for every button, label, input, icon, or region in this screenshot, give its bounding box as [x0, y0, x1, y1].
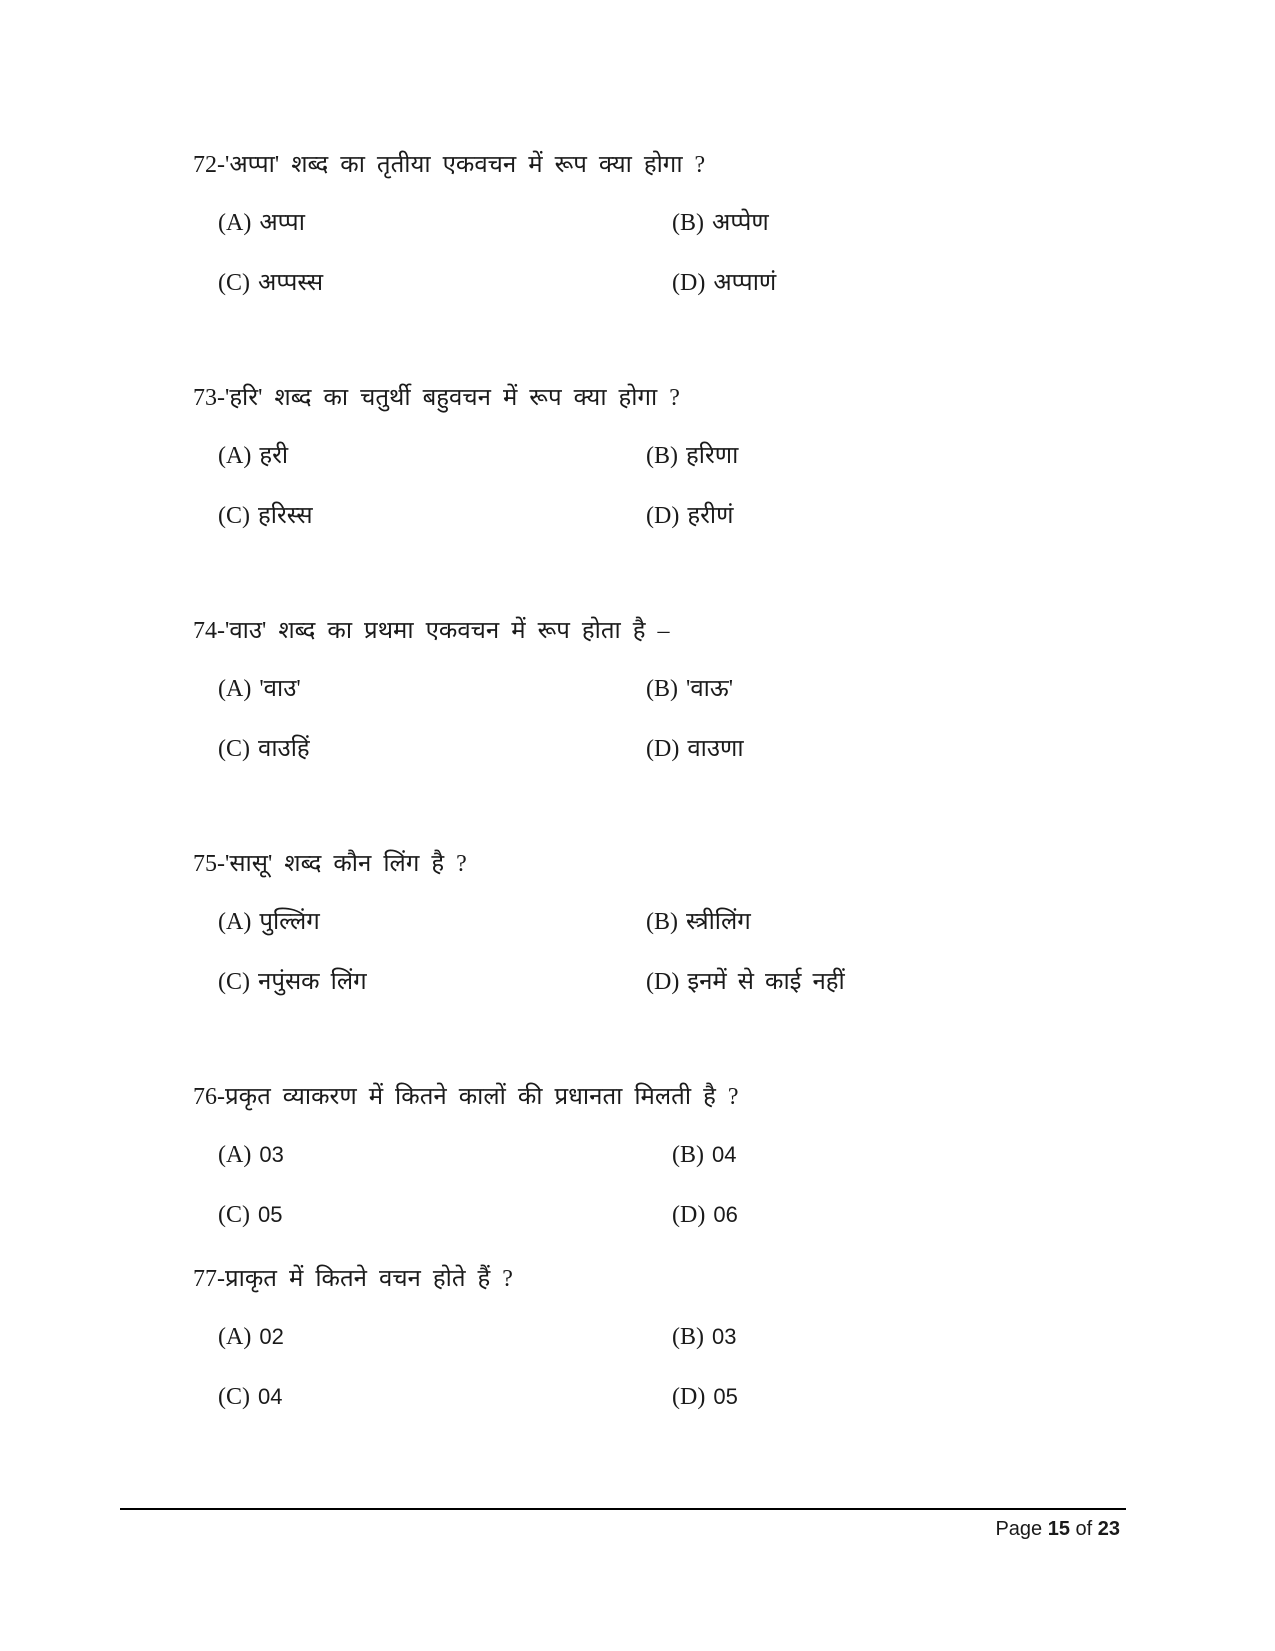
question-text: 77-प्राकृत में कितने वचन होते हैं ?	[193, 1266, 513, 1292]
option-letter: (C)	[218, 1384, 250, 1410]
option-letter: (B)	[646, 676, 678, 702]
option-letter: (C)	[218, 736, 250, 762]
option-a	[218, 208, 305, 238]
option-value: 'वाऊ'	[686, 676, 734, 702]
option-letter: (A)	[218, 210, 252, 236]
option-letter: (C)	[218, 1202, 250, 1228]
option-value: अप्पा	[259, 210, 305, 236]
option-a	[218, 674, 301, 704]
option-value: 05	[713, 1384, 738, 1409]
option-d	[672, 1382, 738, 1412]
page-prefix: Page	[995, 1518, 1048, 1540]
option-value: नपुंसक लिंग	[258, 969, 367, 995]
option-letter: (A)	[218, 909, 252, 935]
question-text: 74-'वाउ' शब्द का प्रथमा एकवचन में रूप होता है –	[193, 618, 670, 644]
option-value: अप्पस्स	[258, 270, 324, 296]
option-letter: (D)	[646, 736, 680, 762]
option-a	[218, 1322, 284, 1352]
option-b	[646, 674, 733, 704]
option-d	[646, 967, 845, 997]
option-letter: (A)	[218, 443, 252, 469]
option-letter: (A)	[218, 1324, 252, 1350]
option-value: 05	[258, 1202, 283, 1227]
option-c	[218, 268, 323, 298]
current-page: 15	[1047, 1518, 1070, 1540]
option-d	[646, 734, 744, 764]
option-value: 03	[259, 1142, 284, 1167]
option-value: अप्पाणं	[713, 270, 777, 296]
option-letter: (C)	[218, 270, 250, 296]
page-number	[995, 1516, 1120, 1542]
option-value: 'वाउ'	[259, 676, 301, 702]
question-text: 73-'हरि' शब्द का चतुर्थी बहुवचन में रूप क्या होगा ?	[193, 385, 680, 411]
question-text: 72-'अप्पा' शब्द का तृतीया एकवचन में रूप क्या होगा ?	[193, 152, 706, 178]
option-b	[672, 1140, 736, 1170]
option-d	[672, 268, 776, 298]
option-a	[218, 907, 320, 937]
option-value: 04	[258, 1384, 283, 1409]
option-value: अप्पेण	[712, 210, 769, 236]
total-pages: 23	[1097, 1518, 1120, 1540]
option-value: वाउणा	[687, 736, 744, 762]
option-letter: (B)	[672, 1142, 704, 1168]
option-letter: (D)	[672, 1202, 706, 1228]
option-value: 03	[712, 1324, 737, 1349]
option-a	[218, 1140, 284, 1170]
option-b	[672, 208, 769, 238]
option-value: हरी	[259, 443, 289, 469]
option-a	[218, 441, 288, 471]
option-letter: (D)	[646, 503, 680, 529]
option-c	[218, 967, 367, 997]
option-letter: (B)	[672, 1324, 704, 1350]
option-c	[218, 1382, 282, 1412]
option-value: इनमें से काई नहीं	[687, 969, 845, 995]
option-value: हरिस्स	[258, 503, 313, 529]
option-value: 02	[259, 1324, 284, 1349]
option-letter: (C)	[218, 969, 250, 995]
option-value: हरिणा	[686, 443, 739, 469]
footer-divider	[120, 1508, 1126, 1510]
option-value: 04	[712, 1142, 737, 1167]
option-letter: (D)	[646, 969, 680, 995]
option-letter: (C)	[218, 503, 250, 529]
option-letter: (A)	[218, 676, 252, 702]
option-b	[672, 1322, 736, 1352]
option-value: पुल्लिंग	[259, 909, 320, 935]
option-b	[646, 441, 738, 471]
question-text: 76-प्रकृत व्याकरण में कितने कालों की प्रधानता मिलती है ?	[193, 1084, 739, 1110]
option-letter: (B)	[646, 443, 678, 469]
option-b	[646, 907, 751, 937]
option-value: वाउहिं	[258, 736, 310, 762]
option-c	[218, 1200, 282, 1230]
option-c	[218, 734, 310, 764]
option-d	[646, 501, 733, 531]
page-middle: of	[1069, 1518, 1098, 1540]
option-letter: (D)	[672, 270, 706, 296]
option-value: स्त्रीलिंग	[686, 909, 751, 935]
option-d	[672, 1200, 738, 1230]
option-letter: (A)	[218, 1142, 252, 1168]
option-c	[218, 501, 313, 531]
question-text: 75-'सासू' शब्द कौन लिंग है ?	[193, 851, 467, 877]
option-letter: (B)	[672, 210, 704, 236]
option-value: हरीणं	[687, 503, 734, 529]
option-letter: (D)	[672, 1384, 706, 1410]
option-value: 06	[713, 1202, 738, 1227]
option-letter: (B)	[646, 909, 678, 935]
